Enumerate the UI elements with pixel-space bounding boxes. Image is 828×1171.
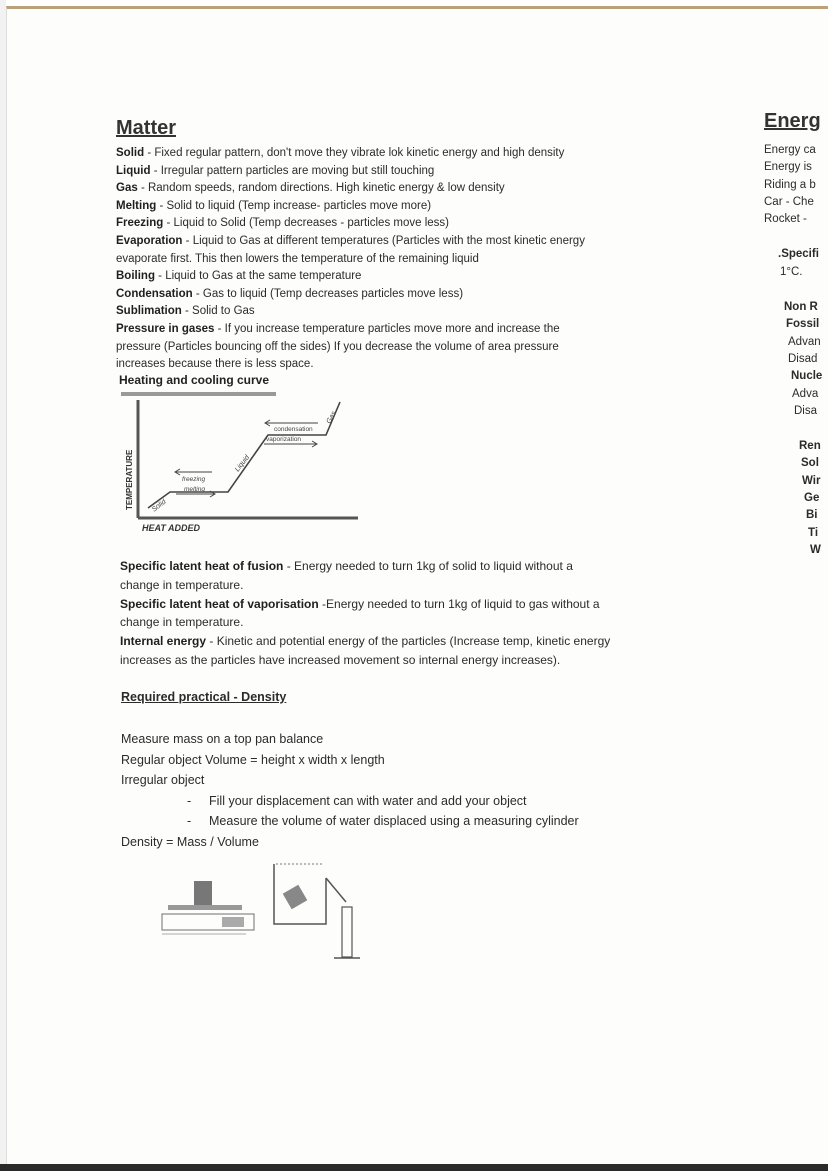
density-method (121, 729, 681, 852)
latent-line: Specific latent heat of fusion - Energy needed to turn 1kg of solid to liquid without a (120, 559, 573, 573)
liquid-label: Liquid (234, 454, 252, 474)
renewable-line: Ge (804, 492, 820, 505)
latent-heat-section (120, 557, 680, 670)
latent-line: Internal energy - Kinetic and potential energy of the particles (Increase temp, kinetic energy (120, 634, 611, 649)
measuring-cylinder (342, 907, 352, 957)
non-renewable-line: Fossil (786, 318, 820, 331)
energy-line: Car - Che (764, 195, 814, 208)
definition-line: Condensation - Gas to liquid (Temp decreases particles move less) (116, 287, 464, 300)
solid-label: Solid (150, 498, 168, 514)
definition-line: Sublimation - Solid to Gas (116, 305, 255, 318)
definition-line: Gas - Random speeds, random directions. High kinetic energy & low density (116, 182, 505, 195)
vaporization-label: vaporization (266, 436, 302, 443)
definition-line: pressure (Particles bouncing off the sides) If you decrease the volume of area pressure (116, 340, 559, 353)
non-renewable-line: Nucle (791, 370, 823, 383)
renewable-line: Ren (799, 440, 821, 453)
definition-line: Evaporation - Liquid to Gas at different temperatures (Particles with the most kinetic energy (116, 234, 585, 247)
definition-line: Liquid - Irregular pattern particles are moving but still touching (116, 164, 435, 177)
freezing-label: freezing (182, 476, 206, 483)
renewable-line: W (810, 543, 821, 556)
non-renewable-line: Disa (794, 404, 818, 417)
non-renewable-line: Advan (788, 335, 821, 348)
energy-column-cutoff (764, 110, 828, 559)
method-bullet: - Fill your displacement can with water and add your object (187, 793, 527, 808)
graph-header-strip (121, 392, 276, 396)
density-apparatus (150, 852, 380, 967)
method-line: Regular object Volume = height x width x length (121, 752, 385, 767)
definition-line: Pressure in gases - If you increase temperature particles move more and increase the (116, 322, 560, 335)
definition-line: increases because there is less space. (116, 358, 314, 371)
definition-line: evaporate first. This then lowers the temperature of the remaining liquid (116, 252, 479, 265)
scan-bottom-edge (0, 1164, 828, 1171)
renewable-line: Bi (806, 509, 818, 522)
heating-curve-title: Heating and cooling curve (119, 373, 270, 387)
matter-definitions (116, 145, 636, 374)
energy-line: Energy ca (764, 144, 816, 156)
method-bullet: - Measure the volume of water displaced using a measuring cylinder (187, 814, 579, 828)
irregular-object (283, 885, 308, 910)
renewable-line: Sol (801, 457, 819, 470)
heating-cooling-curve (118, 390, 378, 540)
definition-line: Solid - Fixed regular pattern, don't move they vibrate lok kinetic energy and high density (116, 147, 565, 159)
latent-line: increases as the particles have increased movement so internal energy increases). (120, 652, 561, 667)
non-renewable-line: Disad (788, 352, 818, 365)
balance-pan (168, 905, 242, 910)
renewable-line: Ti (808, 526, 819, 539)
balance-object (194, 881, 212, 905)
density-formula: Density = Mass / Volume (121, 834, 259, 849)
x-axis-label: HEAT ADDED (142, 523, 200, 533)
specific-line: 1°C. (780, 265, 803, 278)
energy-line: Riding a b (764, 178, 816, 191)
method-line: Irregular object (121, 773, 205, 787)
required-practical-title: Required practical - Density (121, 690, 287, 704)
condensation-label: condensation (274, 426, 313, 433)
latent-line: Specific latent heat of vaporisation -Energy needed to turn 1kg of liquid to gas without a (120, 596, 600, 611)
latent-line: change in temperature. (120, 615, 244, 630)
energy-line: Rocket - (764, 213, 807, 226)
definition-line: Melting - Solid to liquid (Temp increase- particles move more) (116, 199, 432, 212)
y-axis-label: TEMPERATURE (125, 449, 134, 510)
energy-line: Energy is (764, 161, 812, 174)
definition-line: Boiling - Liquid to Gas at the same temperature (116, 270, 362, 283)
matter-title: Matter (116, 117, 177, 139)
can-spout (326, 878, 346, 902)
specific-line: .Specifi (778, 248, 819, 261)
latent-line: change in temperature. (120, 577, 244, 592)
renewable-line: Wir (802, 474, 821, 487)
non-renewable-line: Non R (784, 301, 818, 314)
balance-display (222, 917, 244, 927)
non-renewable-line: Adva (792, 387, 819, 400)
definition-line: Freezing - Liquid to Solid (Temp decreases - particles move less) (116, 217, 449, 230)
energy-title: Energ (764, 110, 821, 132)
gas-label: Gas (325, 410, 338, 425)
melting-label: melting (184, 486, 205, 493)
method-line: Measure mass on a top pan balance (121, 732, 324, 746)
